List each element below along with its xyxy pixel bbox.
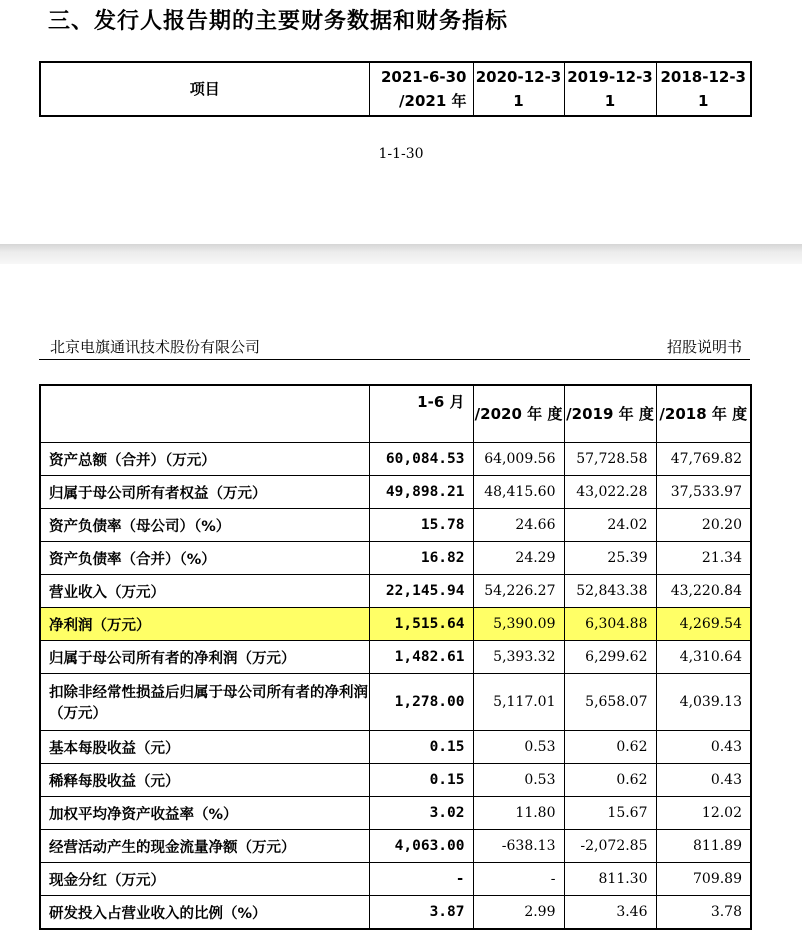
header-2018: 2018-12-3 1 — [656, 62, 751, 116]
page-top — [0, 0, 802, 244]
row-label: 归属于母公司所有者的净利润（万元） — [40, 641, 369, 674]
value-2019: 25.39 — [564, 542, 656, 575]
value-2018: 20.20 — [656, 509, 751, 542]
document-type: 招股说明书 — [666, 338, 742, 356]
value-2020: 0.53 — [473, 764, 564, 797]
table-row — [40, 476, 751, 509]
header-2019: /2019 年 度 — [564, 385, 656, 443]
header-1-6: 1-6 月 — [369, 385, 473, 443]
value-2021: 1,278.00 — [369, 674, 473, 731]
header-2021: 2021-6-30 /2021 年 — [369, 62, 473, 116]
financial-table — [39, 384, 752, 930]
value-2018: 3.78 — [656, 896, 751, 930]
table-row — [40, 608, 751, 641]
value-2021: 22,145.94 — [369, 575, 473, 608]
table-row — [40, 830, 751, 863]
value-2020: 5,390.09 — [473, 608, 564, 641]
table-row — [40, 731, 751, 764]
section-title: 三、发行人报告期的主要财务数据和财务指标 — [48, 9, 509, 34]
table-row — [40, 542, 751, 575]
value-2019: 0.62 — [564, 764, 656, 797]
row-label: 加权平均净资产收益率（%） — [40, 797, 369, 830]
table-row — [40, 797, 751, 830]
header-2020: 2020-12-3 1 — [473, 62, 564, 116]
value-2020: -638.13 — [473, 830, 564, 863]
row-label: 基本每股收益（元） — [40, 731, 369, 764]
value-2020: - — [473, 863, 564, 896]
table-row — [40, 443, 751, 476]
value-2019: 811.30 — [564, 863, 656, 896]
page-number: 1-1-30 — [378, 146, 424, 162]
value-2020: 0.53 — [473, 731, 564, 764]
value-2018: 709.89 — [656, 863, 751, 896]
row-label: 资产负债率（合并）（%） — [40, 542, 369, 575]
value-2020: 54,226.27 — [473, 575, 564, 608]
row-label: 净利润（万元） — [40, 608, 369, 641]
value-2018: 4,039.13 — [656, 674, 751, 731]
table-row — [40, 641, 751, 674]
value-2020: 2.99 — [473, 896, 564, 930]
row-label: 现金分红（万元） — [40, 863, 369, 896]
value-2019: 6,299.62 — [564, 641, 656, 674]
value-2020: 64,009.56 — [473, 443, 564, 476]
value-2019: 57,728.58 — [564, 443, 656, 476]
value-2021: 0.15 — [369, 764, 473, 797]
row-label: 经营活动产生的现金流量净额（万元） — [40, 830, 369, 863]
table-row — [40, 575, 751, 608]
value-2021: 1,482.61 — [369, 641, 473, 674]
value-2019: 52,843.38 — [564, 575, 656, 608]
row-label: 营业收入（万元） — [40, 575, 369, 608]
value-2018: 37,533.97 — [656, 476, 751, 509]
value-2021: - — [369, 863, 473, 896]
header-item: 项目 — [40, 62, 369, 116]
table-header-row — [40, 385, 751, 443]
table-row — [40, 509, 751, 542]
header-item-cell — [40, 385, 369, 443]
value-2018: 811.89 — [656, 830, 751, 863]
value-2019: 6,304.88 — [564, 608, 656, 641]
value-2020: 5,117.01 — [473, 674, 564, 731]
value-2019: 3.46 — [564, 896, 656, 930]
value-2020: 5,393.32 — [473, 641, 564, 674]
value-2021: 0.15 — [369, 731, 473, 764]
row-label: 扣除非经常性损益后归属于母公司所有者的净利润（万元） — [40, 674, 369, 731]
company-name: 北京电旗通讯技术股份有限公司 — [50, 338, 261, 356]
header-2018: /2018 年 度 — [656, 385, 751, 443]
value-2018: 4,310.64 — [656, 641, 751, 674]
table-row — [40, 674, 751, 731]
top-table-header-row — [40, 62, 751, 116]
value-2019: 15.67 — [564, 797, 656, 830]
page-separator — [0, 244, 802, 264]
value-2021: 1,515.64 — [369, 608, 473, 641]
value-2018: 0.43 — [656, 764, 751, 797]
header-rule — [39, 359, 750, 360]
value-2018: 0.43 — [656, 731, 751, 764]
value-2018: 43,220.84 — [656, 575, 751, 608]
value-2020: 11.80 — [473, 797, 564, 830]
row-label: 研发投入占营业收入的比例（%） — [40, 896, 369, 930]
value-2018: 47,769.82 — [656, 443, 751, 476]
row-label: 归属于母公司所有者权益（万元） — [40, 476, 369, 509]
row-label: 资产总额（合并）（万元） — [40, 443, 369, 476]
value-2019: -2,072.85 — [564, 830, 656, 863]
value-2021: 49,898.21 — [369, 476, 473, 509]
value-2020: 24.29 — [473, 542, 564, 575]
value-2021: 4,063.00 — [369, 830, 473, 863]
value-2020: 48,415.60 — [473, 476, 564, 509]
row-label: 稀释每股收益（元） — [40, 764, 369, 797]
page-bottom — [0, 264, 802, 930]
value-2019: 43,022.28 — [564, 476, 656, 509]
value-2018: 12.02 — [656, 797, 751, 830]
value-2020: 24.66 — [473, 509, 564, 542]
table-row — [40, 896, 751, 930]
row-label: 资产负债率（母公司）（%） — [40, 509, 369, 542]
value-2021: 15.78 — [369, 509, 473, 542]
table-row — [40, 764, 751, 797]
table-row — [40, 863, 751, 896]
top-table — [39, 61, 752, 117]
value-2019: 24.02 — [564, 509, 656, 542]
value-2018: 4,269.54 — [656, 608, 751, 641]
value-2021: 16.82 — [369, 542, 473, 575]
header-2020: /2020 年 度 — [473, 385, 564, 443]
value-2021: 60,084.53 — [369, 443, 473, 476]
value-2018: 21.34 — [656, 542, 751, 575]
value-2021: 3.02 — [369, 797, 473, 830]
header-2019: 2019-12-3 1 — [564, 62, 656, 116]
value-2019: 0.62 — [564, 731, 656, 764]
value-2019: 5,658.07 — [564, 674, 656, 731]
value-2021: 3.87 — [369, 896, 473, 930]
